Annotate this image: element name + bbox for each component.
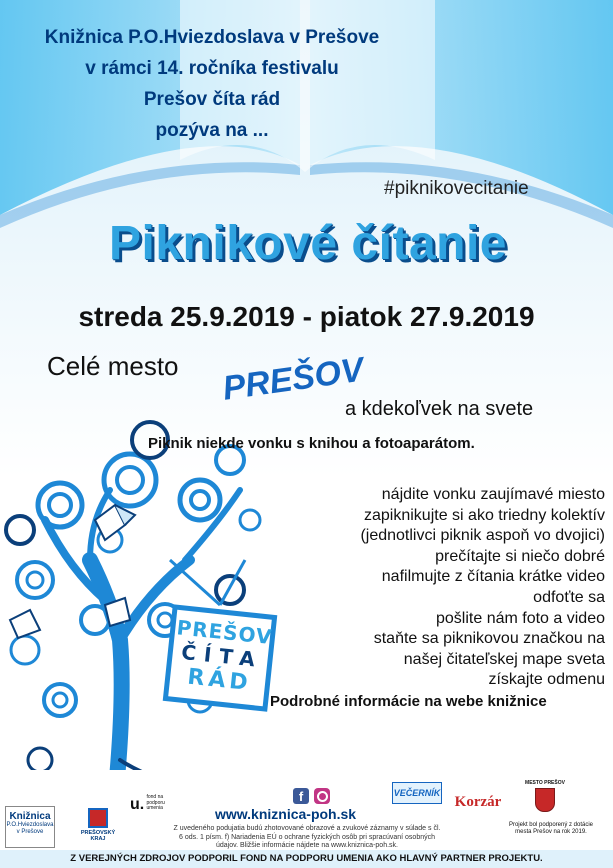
region-logo <box>78 806 118 846</box>
list-item: staňte sa piknikovou značkou na <box>373 630 605 648</box>
library-logo-subtitle: P.O.Hviezdoslava v Prešove <box>6 822 54 835</box>
event-title: Piknikové čítanie <box>108 217 507 270</box>
list-item: získajte odmenu <box>488 671 605 689</box>
sign-line-2: ČÍTA <box>180 639 264 673</box>
footer-note: Z VEREJNÝCH ZDROJOV PODPORIL FOND NA PODPORU UMENIA AKO HLAVNÝ PARTNER PROJEKTU. <box>70 853 543 864</box>
fpu-logo-label: fond na podporu umenia <box>146 794 165 811</box>
instagram-lens-icon <box>317 791 328 802</box>
sign-line-3: RÁD <box>186 664 253 697</box>
city-line: Celé mesto <box>47 351 179 381</box>
more-info: Podrobné informácie na webe knižnice <box>270 693 547 710</box>
intro-line-3: Prešov číta rád <box>143 89 281 110</box>
list-item: prečítajte si niečo dobré <box>435 547 605 565</box>
korzar-logo-label: Korzár <box>454 794 502 810</box>
list-item: pošlite nám foto a video <box>436 609 605 627</box>
city-logo-label: MESTO PREŠOV <box>525 780 565 786</box>
library-logo-title: Knižnica <box>9 811 51 822</box>
intro-line-1: Knižnica P.O.Hviezdoslava v Prešove <box>44 27 380 48</box>
anywhere-line: a kdekoľvek na svete <box>345 398 534 420</box>
fpu-logo <box>130 795 170 819</box>
vecernik-logo <box>392 782 442 804</box>
gdpr-note: Z uvedeného podujatia budú zhotovované obrazové a zvukové záznamy v súlade s čl. 6 ods. 1 písm. f) Nariadenia EÚ o ochrane fyzických osôb pri spracúvaní osobných údajov. Bližšie informácie nájdete na www.kniznica-poh.sk. <box>173 825 441 849</box>
region-crest-icon <box>88 808 108 828</box>
intro-line-2: v rámci 14. ročníka festivalu <box>85 58 339 79</box>
korzar-logo <box>449 794 507 814</box>
list-item: zapiknikujte si ako triedny kolektív <box>364 506 605 524</box>
fpu-mark-icon: u. <box>130 796 145 813</box>
vecernik-logo-label: VEČERNÍK <box>393 788 441 798</box>
list-item: (jednotlivci piknik aspoň vo dvojici) <box>360 527 605 545</box>
city-crest-icon <box>535 788 555 812</box>
list-item: nafilmujte z čítania krátke video <box>381 568 605 586</box>
list-item: nájdite vonku zaujímavé miesto <box>381 486 605 503</box>
event-dates: streda 25.9.2019 - piatok 27.9.2019 <box>78 301 535 332</box>
steps-list <box>255 485 605 691</box>
intro-block <box>0 22 424 146</box>
website-link[interactable]: www.kniznica-poh.sk <box>215 806 357 822</box>
city-funding-note: Projekt bol podporený z dotácie mesta Prešov na rok 2019. <box>508 822 594 835</box>
event-subtitle: Piknik niekde vonku s knihou a fotoaparátom. <box>148 435 475 452</box>
list-item: našej čitateľskej mape sveta <box>403 650 605 668</box>
facebook-icon[interactable]: f <box>293 788 309 804</box>
library-logo <box>5 806 55 848</box>
list-item: odfoťte sa <box>533 588 605 606</box>
region-logo-label: PREŠOVSKÝ KRAJ <box>80 830 116 842</box>
instagram-icon[interactable] <box>314 788 330 804</box>
hashtag: #piknikovecitanie <box>384 178 529 199</box>
sign-line-1: PREŠOV <box>175 615 274 650</box>
city-logo <box>520 780 570 820</box>
city-name: PREŠOV <box>220 350 366 408</box>
intro-line-4: pozýva na ... <box>155 120 269 141</box>
